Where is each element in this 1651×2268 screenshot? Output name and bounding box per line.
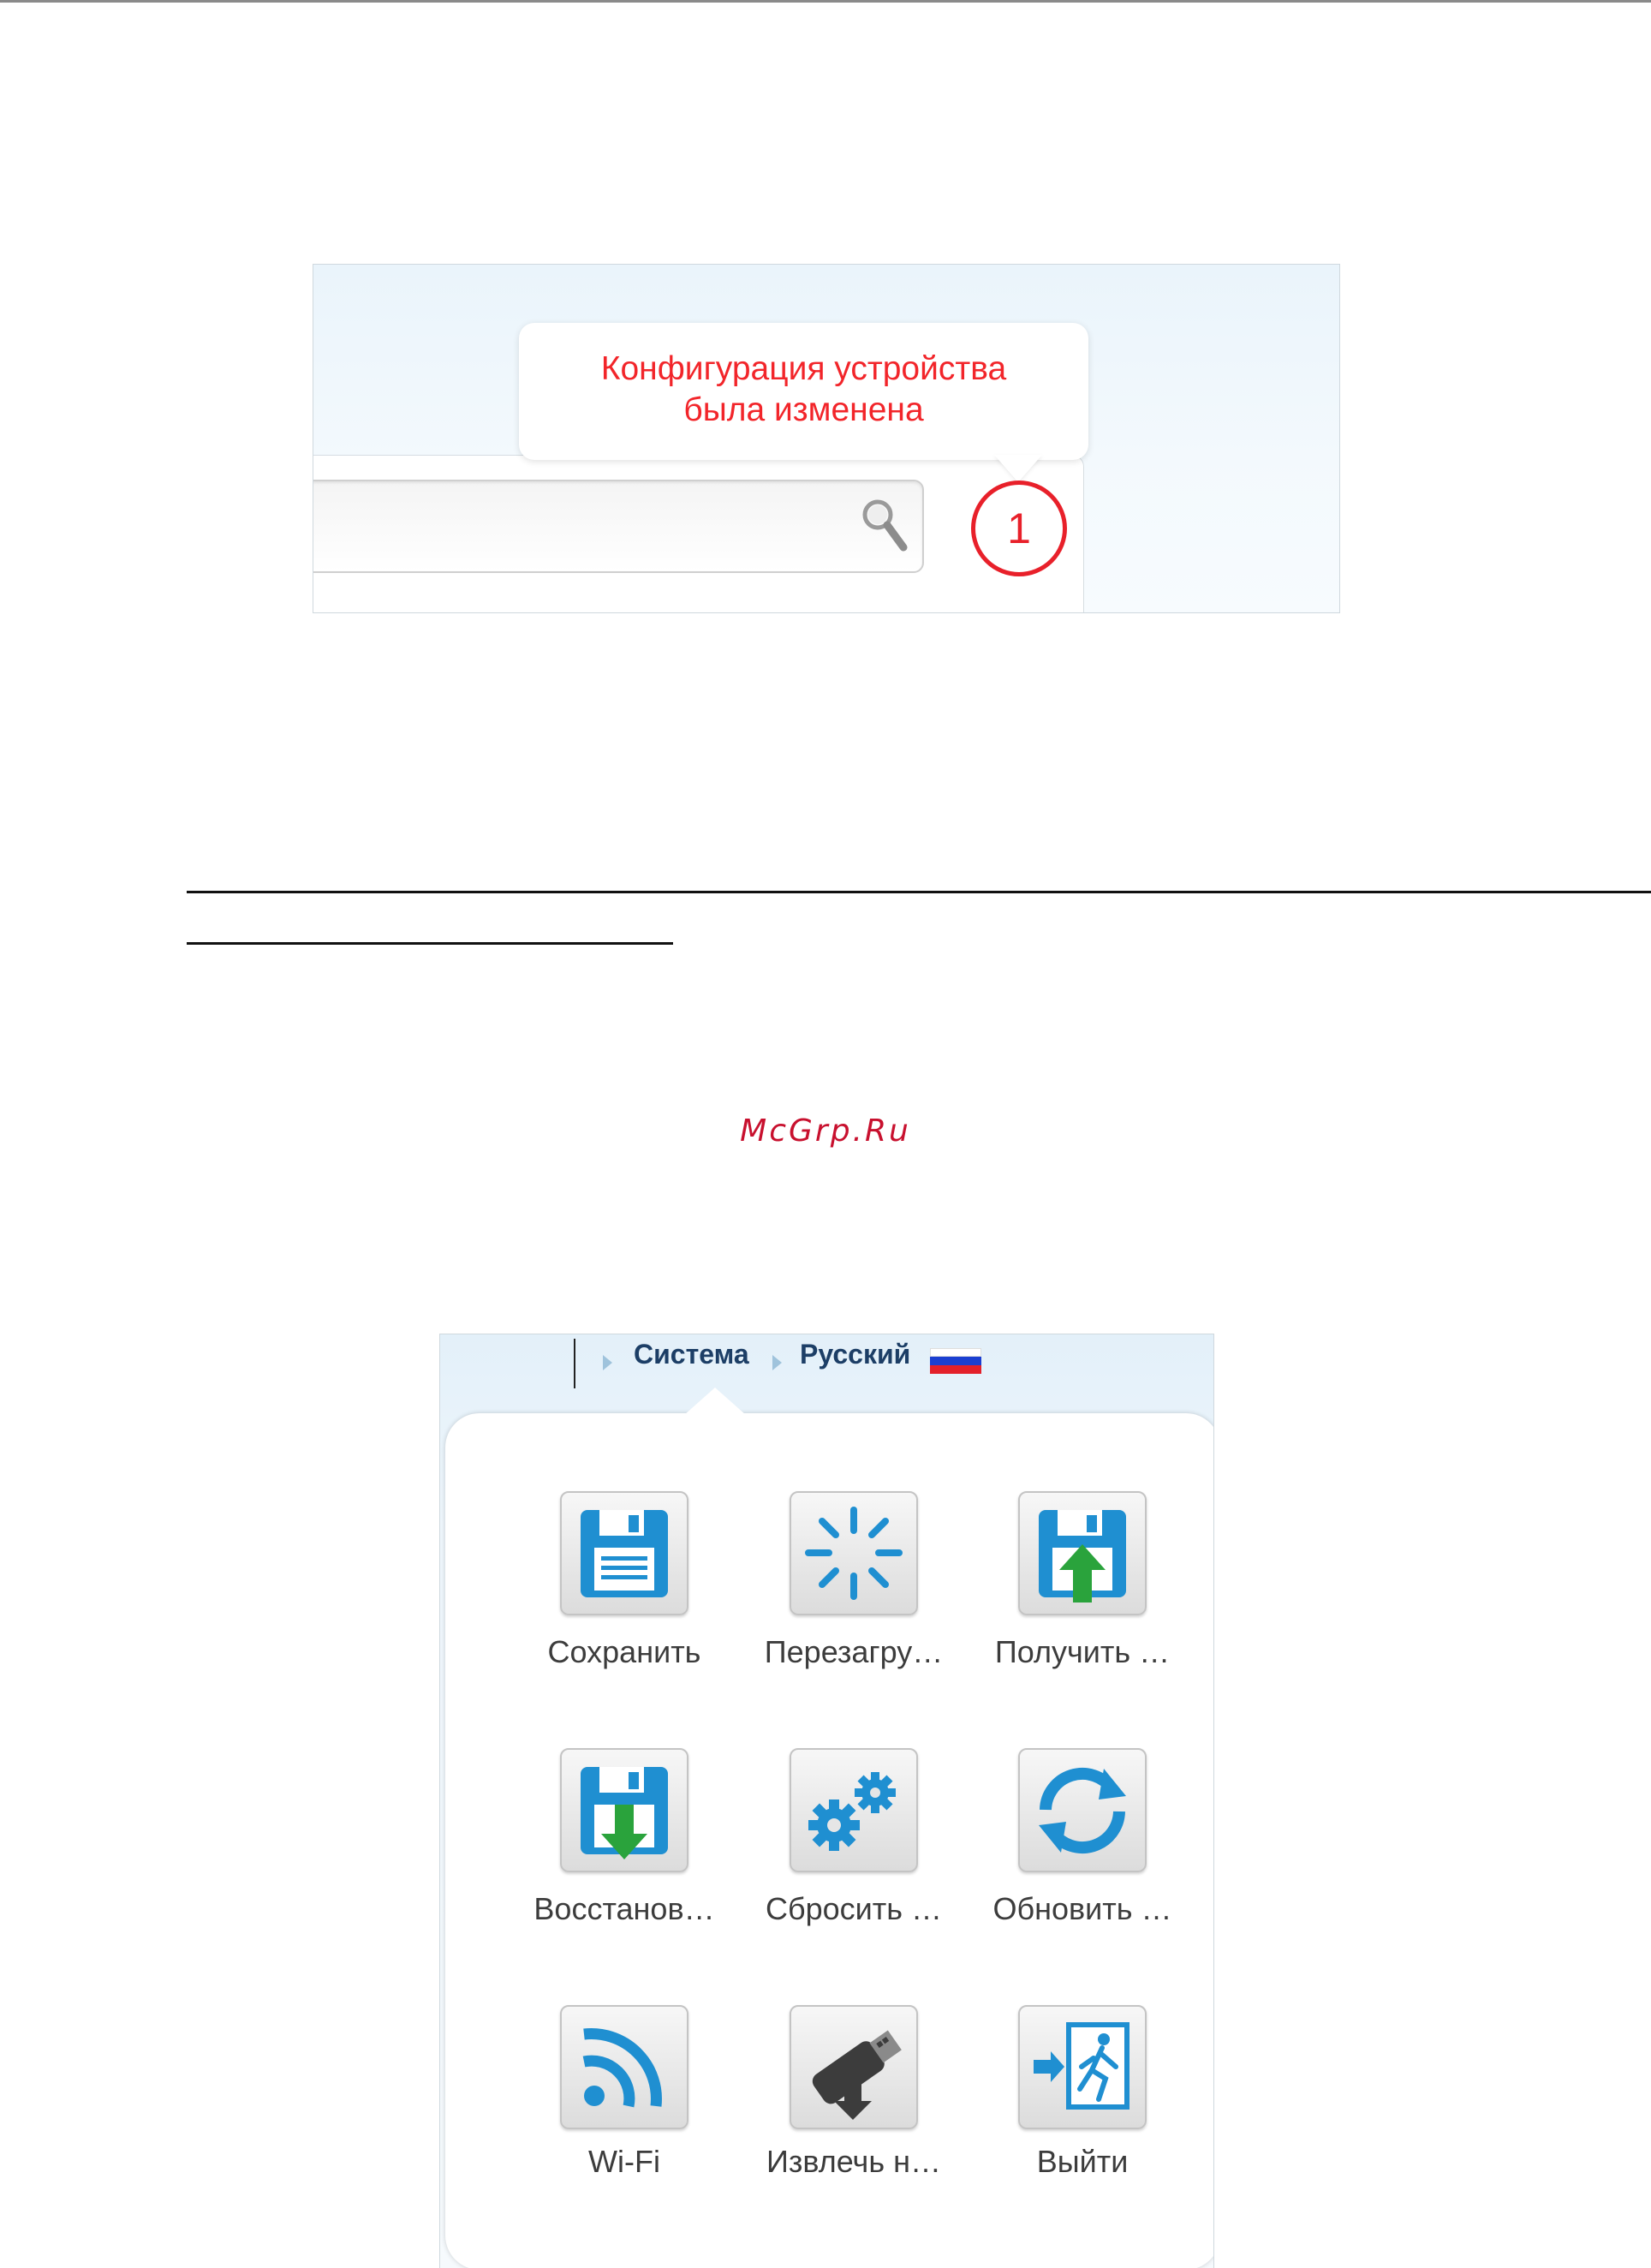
breadcrumb-system[interactable]: Система xyxy=(634,1339,749,1370)
backup-icon xyxy=(1020,1493,1145,1614)
wifi-icon xyxy=(562,2007,687,2128)
top-page-rule xyxy=(0,0,1651,3)
search-input[interactable] xyxy=(313,480,924,573)
save-icon xyxy=(562,1493,687,1614)
wifi-label: Wi-Fi xyxy=(588,2144,660,2179)
section-rule-long xyxy=(187,891,1651,893)
breadcrumb-language[interactable]: Русский xyxy=(800,1339,911,1370)
factory-reset-label: Сбросить … xyxy=(765,1891,942,1926)
breadcrumb-arrow-icon xyxy=(772,1355,782,1370)
restore-icon xyxy=(562,1750,687,1871)
reboot-icon xyxy=(791,1493,916,1614)
backup-button[interactable] xyxy=(1018,1491,1147,1615)
breadcrumb-arrow-icon xyxy=(603,1355,612,1370)
gears-icon xyxy=(791,1750,916,1871)
section-rule-short xyxy=(187,942,673,945)
config-changed-screenshot xyxy=(313,264,1340,613)
update-button[interactable] xyxy=(1018,1748,1147,1872)
factory-reset-button[interactable] xyxy=(790,1748,918,1872)
update-label: Обновить … xyxy=(992,1891,1172,1926)
logout-label: Выйти xyxy=(1036,2144,1129,2179)
toolbar-divider xyxy=(574,1339,575,1388)
tooltip-line-1: Конфигурация устройства xyxy=(600,350,1007,387)
tooltip-pointer xyxy=(994,455,1042,482)
exit-icon xyxy=(1020,2007,1145,2128)
search-icon[interactable] xyxy=(859,496,910,556)
restore-label: Восстанов… xyxy=(533,1891,715,1926)
russia-flag-icon[interactable] xyxy=(930,1348,981,1374)
system-menu-screenshot xyxy=(439,1334,1214,2268)
usb-eject-icon xyxy=(791,2007,916,2128)
save-button[interactable] xyxy=(560,1491,688,1615)
refresh-icon xyxy=(1020,1750,1145,1871)
reboot-button[interactable] xyxy=(790,1491,918,1615)
notification-badge[interactable]: 1 xyxy=(971,480,1067,576)
system-menu-pointer xyxy=(684,1388,746,1415)
save-label: Сохранить xyxy=(547,1634,701,1669)
backup-label: Получить … xyxy=(994,1634,1171,1669)
wifi-button[interactable] xyxy=(560,2005,688,2129)
config-changed-tooltip xyxy=(519,323,1088,460)
watermark: McGrp.Ru xyxy=(740,1113,911,1149)
tooltip-line-2: была изменена xyxy=(683,391,924,428)
usb-eject-label: Извлечь н… xyxy=(766,2144,941,2179)
logout-button[interactable] xyxy=(1018,2005,1147,2129)
usb-eject-button[interactable] xyxy=(790,2005,918,2129)
restore-button[interactable] xyxy=(560,1748,688,1872)
reboot-label: Перезагру… xyxy=(764,1634,944,1669)
